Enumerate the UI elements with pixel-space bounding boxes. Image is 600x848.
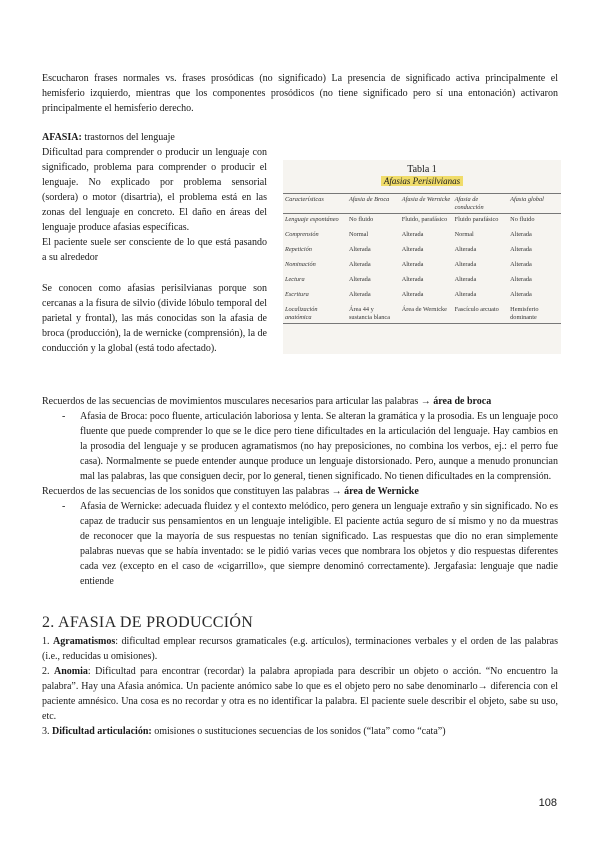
arrow-icon: →: [420, 396, 431, 407]
table-header-cell: Afasia de Wernicke: [400, 194, 453, 214]
afasias-table-figure: [283, 160, 561, 354]
dash-bullet: -: [62, 501, 66, 512]
produccion-item: 2. Anomia: Dificultad para encontrar (recordar) la palabra apropiada para describir un objeto o acción. “No encuentro la palabra”. Hay una Afasia anómica. Un paciente anómico sabe lo que es el objeto pero no sabe denominarlo→ diferencia con el paciente amnésico. Una cosa es no recordar y otra es no identificar la palabra. El paciente suele describir el objeto, sabe su uso, etc.: [42, 666, 558, 722]
table-cell: Alterada: [401, 246, 424, 253]
table-cell: Alterada: [510, 261, 532, 268]
table-row: [283, 214, 561, 230]
produccion-item: 3. Dificultad articulación: omisiones o sustituciones secuencias de los sonidos (“lata” como “cata”): [42, 726, 446, 737]
table-row: [283, 259, 561, 274]
afasia-heading: [42, 130, 267, 145]
intro-paragraph: Escucharon frases normales vs. frases prosódicas (no significado) La presencia de significado activa principalmente el hemisferio izquierdo, mientras que los componentes prosódicos (no tiene significado pero sí una entonación) activaron principalmente el hemisferio derecho.: [42, 73, 558, 114]
broca-intro: Recuerdos de las secuencias de movimientos musculares necesarios para articular las palabras → área de broca: [42, 396, 492, 407]
broca-list-item: - Afasia de Broca: poco fluente, articulación laboriosa y lenta. Se alteran la gramática y la prosodia. Es un lenguaje poco fluente que puede comprender lo que se le dice pero tiene dificultades en la articulación del lenguaje. Hay cambios en la prosodia del lenguaje y se producen agramatismos (no hay preposiciones, no combina los verbos, ej.: el perro fue casa). Normalmente se puede entender aunque produce un lenguaje distorsionado. Pero, aunque a menudo pronuncian mal las palabras, las que consiguen decir, por lo general, tienen significado. No tienen dificultades en la comprensión.: [62, 411, 558, 482]
afasias-table: [283, 193, 561, 324]
table-row: [283, 229, 561, 244]
afasia-paragraph-1: Dificultad para comprender o producir un lenguaje con significado, problema para comprender o producir el lenguaje. No explicado por problema sensorial (sordera) o motor (disartria), el problema está en las zonas del lenguaje en concreto. El daño en áreas del lenguaje produce afasias específicas.: [42, 147, 267, 233]
table-cell: Normal: [454, 231, 474, 238]
table-number: Tabla 1: [407, 164, 437, 175]
table-caption: [283, 164, 561, 187]
table-cell: Escritura: [285, 291, 309, 298]
wernicke-intro: Recuerdos de las secuencias de los sonidos que constituyen las palabras → área de Wernicke: [42, 486, 419, 497]
table-cell: Alterada: [401, 231, 424, 238]
table-cell: Fluido, parafásico: [401, 216, 448, 223]
table-header-cell: Características: [283, 194, 347, 214]
table-cell: Área 44 y sustancia blanca: [347, 304, 400, 324]
table-cell: Alterada: [401, 276, 424, 283]
table-header-cell: Afasia global: [508, 194, 561, 214]
table-cell: Lenguaje espontáneo: [285, 216, 339, 223]
table-cell: Alterada: [454, 246, 477, 253]
table-cell: Alterada: [348, 291, 371, 298]
table-row: [283, 289, 561, 304]
wernicke-area-term: área de Wernicke: [344, 486, 419, 497]
arrow-icon: →: [331, 486, 342, 497]
table-cell: Alterada: [348, 246, 371, 253]
table-cell: Área de Wernicke: [400, 304, 453, 324]
term: Anomia: [53, 666, 88, 677]
table-cell: No fluido: [510, 216, 535, 223]
table-cell: Hemisferio dominante: [508, 304, 561, 324]
afasia-paragraph-2: El paciente suele ser consciente de lo que está pasando a su alrededor: [42, 237, 267, 263]
afasia-heading-rest: trastornos del lenguaje: [81, 132, 175, 143]
table-cell: Alterada: [348, 276, 371, 283]
table-cell: Alterada: [510, 291, 532, 298]
table-cell: Lectura: [285, 276, 305, 283]
wernicke-list-item: - Afasia de Wernicke: adecuada fluidez y el contexto melódico, pero genera un lenguaje extraño y sin significado. No es capaz de traducir sus pensamientos en un lenguaje inteligible. El paciente actúa seguro de sí mismo y no da muestras de reconocer que la mayoría de sus respuestas no tenían significado. Las respuestas que dio no eran simplemente palabras nuevas que se había inventado: se le pidió varias veces que nombrara los objetos y dio respuestas diferentes cada vez (excepto en el caso de «cigarrillo», que siempre denominó correctamente). Jergafasia: lenguaje que nadie entiende: [62, 501, 558, 587]
table-cell: Alterada: [454, 291, 477, 298]
table-cell: Alterada: [510, 231, 532, 238]
table-title: Afasias Perisilvianas: [381, 176, 463, 186]
areas-section: [42, 394, 558, 589]
produccion-item: 1. Agramatismos: dificultad emplear recursos gramaticales (e.g. artículos), terminaciones verbales y el orden de las palabras (i.e., reducidas u omisiones).: [42, 636, 559, 662]
table-header-cell: Afasia de Broca: [347, 194, 400, 214]
table-cell: Nominación: [285, 261, 316, 268]
broca-area-term: área de broca: [433, 396, 492, 407]
table-cell: Alterada: [510, 246, 532, 253]
table-cell: Normal: [348, 231, 369, 238]
term: Agramatismos: [53, 636, 116, 647]
table-cell: Repetición: [285, 246, 312, 253]
table-cell: Alterada: [454, 261, 477, 268]
table-header-row: [283, 194, 561, 214]
produccion-list: [42, 634, 558, 739]
table-cell: Alterada: [510, 276, 532, 283]
table-cell: Alterada: [454, 276, 477, 283]
page-number: 108: [538, 797, 557, 809]
section-title: 2. AFASIA DE PRODUCCIÓN: [42, 614, 254, 631]
table-cell: Alterada: [401, 261, 424, 268]
table-cell: Fascículo arcuato: [453, 304, 509, 324]
table-row: [283, 244, 561, 259]
afasia-heading-bold: AFASIA:: [42, 132, 82, 143]
table-cell: No fluido: [348, 216, 374, 223]
term: Dificultad articulación:: [52, 726, 152, 737]
table-cell: Fluido parafásico: [454, 216, 499, 223]
afasia-column: [42, 130, 267, 356]
table-row: [283, 274, 561, 289]
table-cell: Comprensión: [285, 231, 319, 238]
table-row: [283, 304, 561, 324]
table-header-cell: Afasia de conducción: [453, 194, 509, 214]
table-cell: Alterada: [348, 261, 371, 268]
dash-bullet: -: [62, 411, 66, 422]
table-cell: Alterada: [401, 291, 424, 298]
table-cell: Localización anatómica: [283, 304, 347, 324]
afasia-paragraph-3: Se conocen como afasias perisilvianas porque son cercanas a la fisura de silvio (divide lóbulo temporal del parietal y frontal), las más conocidas son la afasia de broca (producción), la de wernicke (comprensión), la de conducción y la global (está todo afectado).: [42, 283, 267, 354]
